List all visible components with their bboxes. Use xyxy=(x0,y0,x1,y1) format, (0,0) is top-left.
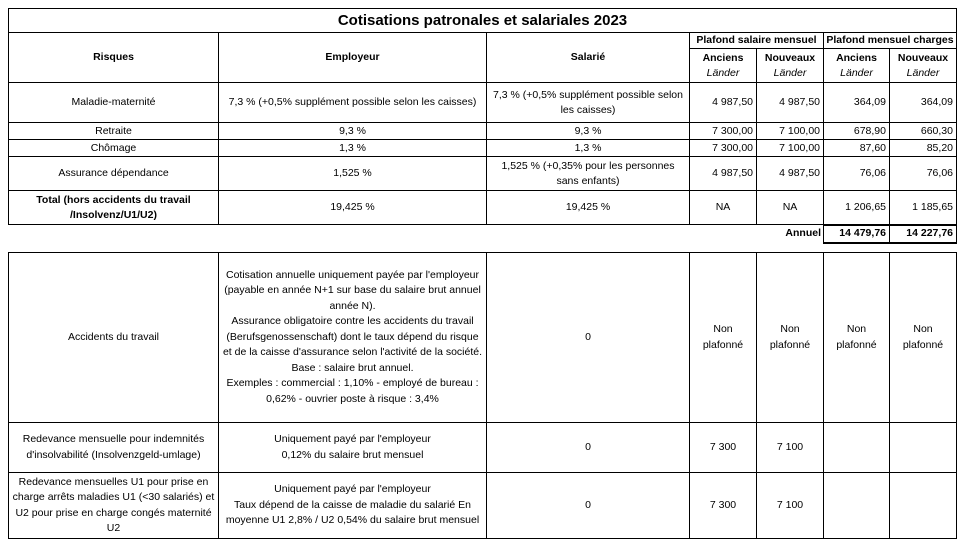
cell-pc-nouveaux xyxy=(890,473,957,539)
header-risques: Risques xyxy=(9,33,219,83)
cell-ps-nouveaux: 4 987,50 xyxy=(757,157,824,191)
header-plafond-charges: Plafond mensuel charges xyxy=(824,33,957,49)
cell-pc-nouveaux: 76,06 xyxy=(890,157,957,191)
table-row xyxy=(9,157,957,191)
cell-ps-nouveaux: 7 100 xyxy=(757,423,824,473)
cell-total-label: Total (hors accidents du travail /Insolvenz/U1/U2) xyxy=(9,191,219,225)
cell-ps-anciens: 7 300,00 xyxy=(690,140,757,157)
cell-salarie: 0 xyxy=(487,253,690,423)
cell-salarie: 1,525 % (+0,35% pour les personnes sans enfants) xyxy=(487,157,690,191)
cell-pc-anciens: 76,06 xyxy=(824,157,890,191)
table-row xyxy=(9,473,957,539)
cell-pc-nouveaux: 364,09 xyxy=(890,83,957,123)
cell-total-employeur: 19,425 % xyxy=(219,191,487,225)
cell-pc-anciens xyxy=(824,473,890,539)
cell-risque: Assurance dépendance xyxy=(9,157,219,191)
cell-ps-anciens: 7 300 xyxy=(690,473,757,539)
table-row xyxy=(9,83,957,123)
annuel-row xyxy=(9,225,957,243)
cell-ps-nouveaux: Non plafonné xyxy=(757,253,824,423)
cell-pc-nouveaux: 660,30 xyxy=(890,123,957,140)
cell-risque: Maladie-maternité xyxy=(9,83,219,123)
cell-pc-nouveaux: 85,20 xyxy=(890,140,957,157)
cell-pc-nouveaux: Non plafonné xyxy=(890,253,957,423)
cell-employeur: 9,3 % xyxy=(219,123,487,140)
header-plafond-salaire: Plafond salaire mensuel xyxy=(690,33,824,49)
table-row xyxy=(9,123,957,140)
cell-risque: Retraite xyxy=(9,123,219,140)
cell-risque: Redevance mensuelle pour indemnités d'insolvabilité (Insolvenzgeld-umlage) xyxy=(9,423,219,473)
header-anciens-lander-salaire: Anciens Länder xyxy=(690,49,757,83)
cell-ps-nouveaux: 4 987,50 xyxy=(757,83,824,123)
accidents-table xyxy=(8,252,957,539)
cell-salarie: 7,3 % (+0,5% supplément possible selon les caisses) xyxy=(487,83,690,123)
annuel-label: Annuel xyxy=(785,227,821,240)
cell-risque: Chômage xyxy=(9,140,219,157)
cell-total-ps-nouveaux: NA xyxy=(757,191,824,225)
cell-salarie: 1,3 % xyxy=(487,140,690,157)
cell-total-salarie: 19,425 % xyxy=(487,191,690,225)
cell-pc-anciens xyxy=(824,423,890,473)
cell-ps-nouveaux: 7 100,00 xyxy=(757,123,824,140)
cell-total-ps-anciens: NA xyxy=(690,191,757,225)
header-employeur: Employeur xyxy=(219,33,487,83)
cell-salarie: 0 xyxy=(487,473,690,539)
cell-salarie: 0 xyxy=(487,423,690,473)
cotisations-table xyxy=(8,8,957,244)
annuel-nouveaux: 14 227,76 xyxy=(890,225,957,243)
cell-pc-anciens: 678,90 xyxy=(824,123,890,140)
cell-pc-nouveaux xyxy=(890,423,957,473)
cell-total-pc-anciens: 1 206,65 xyxy=(824,191,890,225)
header-nouveaux-lander-charges: Nouveaux Länder xyxy=(890,49,957,83)
cell-ps-nouveaux: 7 100 xyxy=(757,473,824,539)
cell-employeur: Uniquement payé par l'employeur Taux dépend de la caisse de maladie du salarié En moyenne U1 2,8% / U2 0,54% du salaire brut mensuel xyxy=(219,473,487,539)
cell-pc-anciens: Non plafonné xyxy=(824,253,890,423)
cell-employeur: 1,525 % xyxy=(219,157,487,191)
cell-employeur: Uniquement payé par l'employeur 0,12% du salaire brut mensuel xyxy=(219,423,487,473)
cell-ps-nouveaux: 7 100,00 xyxy=(757,140,824,157)
header-anciens-lander-charges: Anciens Länder xyxy=(824,49,890,83)
cell-risque: Accidents du travail xyxy=(9,253,219,423)
cell-ps-anciens: 4 987,50 xyxy=(690,83,757,123)
cell-ps-anciens: 7 300,00 xyxy=(690,123,757,140)
cell-ps-anciens: 7 300 xyxy=(690,423,757,473)
table-row xyxy=(9,253,957,423)
header-salarie: Salarié xyxy=(487,33,690,83)
cell-employeur: 1,3 % xyxy=(219,140,487,157)
cell-ps-anciens: Non plafonné xyxy=(690,253,757,423)
cell-pc-anciens: 87,60 xyxy=(824,140,890,157)
total-row xyxy=(9,191,957,225)
cell-risque: Redevance mensuelles U1 pour prise en charge arrêts maladies U1 (<30 salariés) et U2 pour prise en charge congés maternité U2 xyxy=(9,473,219,539)
cell-total-pc-nouveaux: 1 185,65 xyxy=(890,191,957,225)
cell-employeur: 7,3 % (+0,5% supplément possible selon les caisses) xyxy=(219,83,487,123)
table-row xyxy=(9,423,957,473)
table-row xyxy=(9,140,957,157)
cell-ps-anciens: 4 987,50 xyxy=(690,157,757,191)
table-title: Cotisations patronales et salariales 2023 xyxy=(9,9,957,33)
cell-employeur: Cotisation annuelle uniquement payée par l'employeur (payable en année N+1 sur base du salaire brut annuel année N). Assurance obligatoire contre les accidents du travail (Berufsgenossenschaft) dont le taux dépend du risque et de la caisse d'assurance selon l'activité de la société. Base : salaire brut annuel. Exemples : commercial : 1,10% - employé de bureau : 0,62% - ouvrier poste à risque : 3,4% xyxy=(219,253,487,423)
cell-pc-anciens: 364,09 xyxy=(824,83,890,123)
cell-salarie: 9,3 % xyxy=(487,123,690,140)
annuel-anciens: 14 479,76 xyxy=(824,225,890,243)
header-nouveaux-lander-salaire: Nouveaux Länder xyxy=(757,49,824,83)
